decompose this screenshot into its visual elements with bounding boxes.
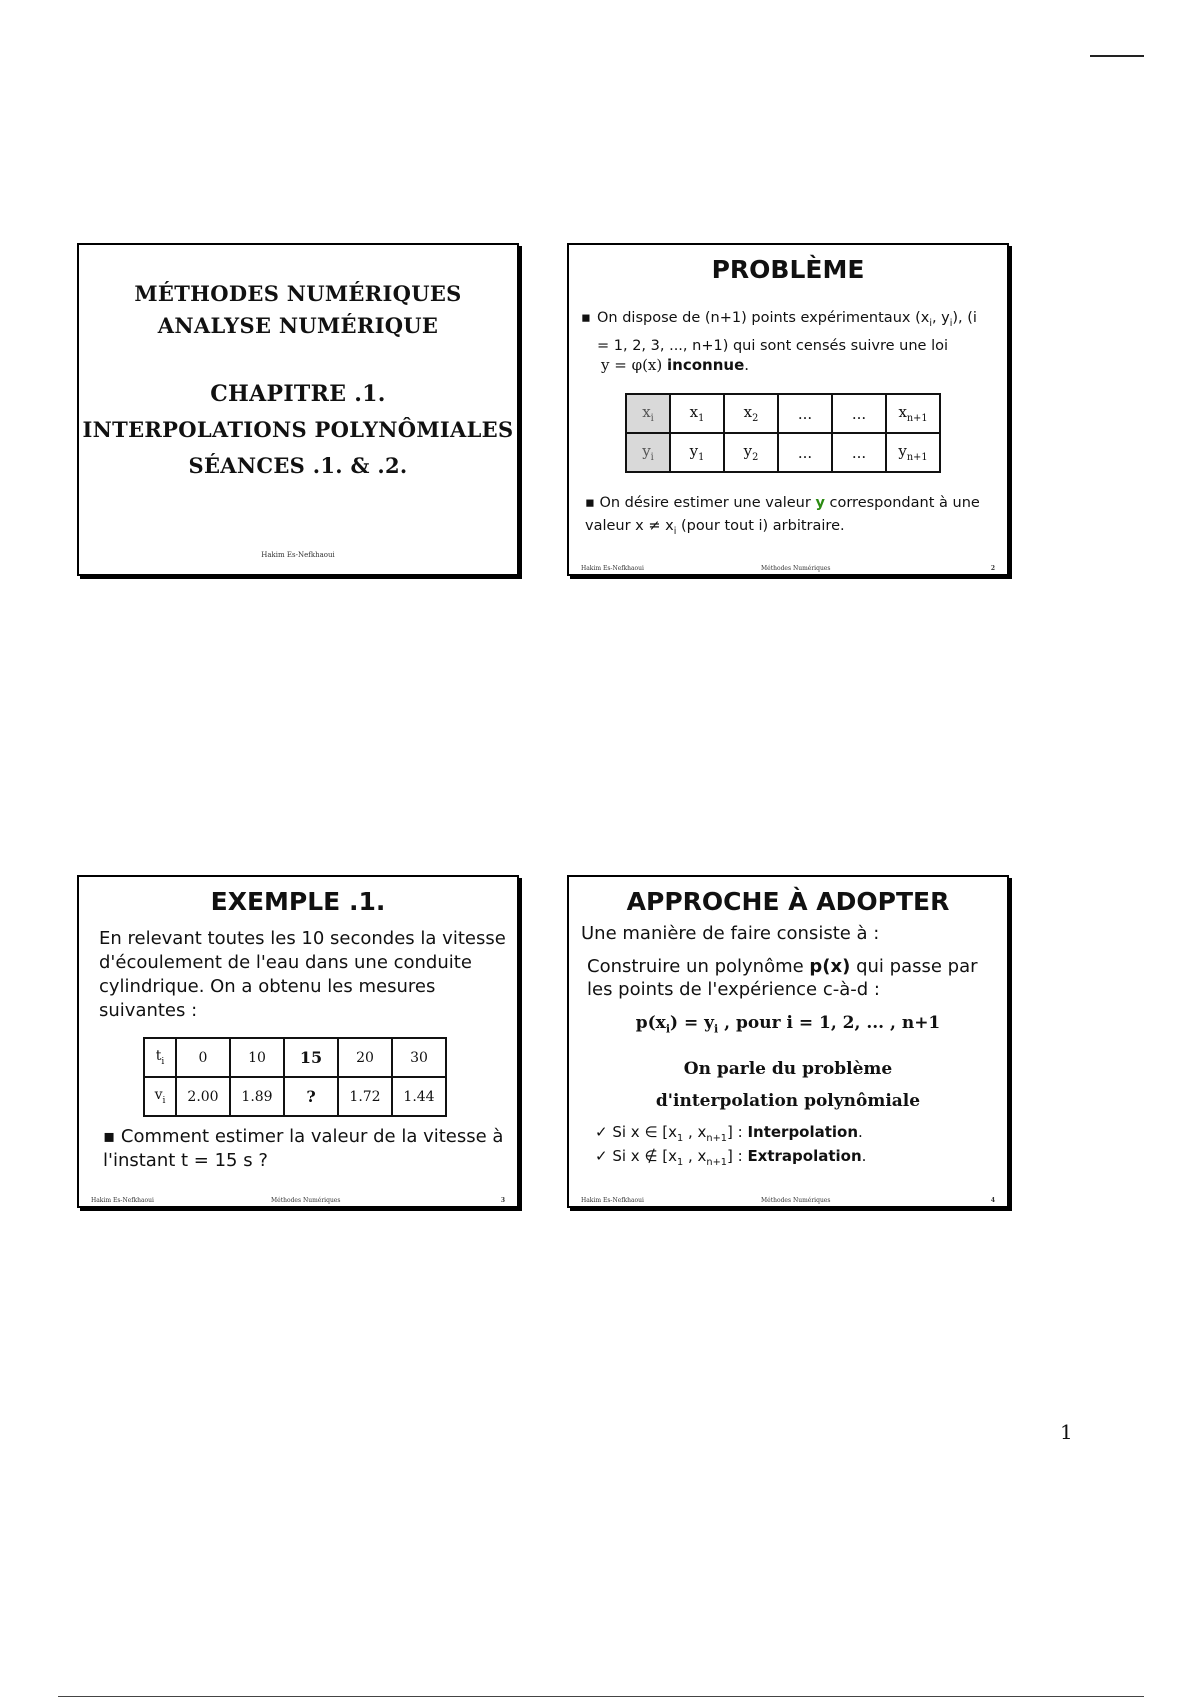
table-cell: ... xyxy=(778,394,832,433)
author-name: Hakim Es-Nefkhaoui xyxy=(261,551,335,559)
table-cell: $y_1$ xyxy=(670,433,724,472)
points-table xyxy=(625,393,941,473)
table-cell: $x_{n+1}$ xyxy=(886,394,940,433)
measurements-table xyxy=(143,1037,447,1117)
table-cell: 15 xyxy=(284,1038,338,1077)
table-cell: ? xyxy=(284,1077,338,1116)
top-rule xyxy=(1090,55,1144,57)
page-number: 1 xyxy=(1060,1420,1073,1444)
example-question: ▪ Comment estimer la valeur de la vitesse à l'instant t = 15 s ? xyxy=(103,1126,504,1171)
table-cell: 10 xyxy=(230,1038,284,1077)
table-cell: $y_i$ xyxy=(626,433,670,472)
table-row-t xyxy=(144,1038,446,1077)
bottom-rule xyxy=(58,1696,1144,1697)
chapter-title: INTERPOLATIONS POLYNÔMIALES xyxy=(82,417,514,442)
course-title: MÉTHODES NUMÉRIQUES xyxy=(134,281,462,306)
table-cell: 2.00 xyxy=(176,1077,230,1116)
table-cell: $x_2$ xyxy=(724,394,778,433)
table-cell: $t_i$ xyxy=(144,1038,176,1077)
table-cell: 30 xyxy=(392,1038,446,1077)
slide-2-probleme: PROBLÈME ▪ On dispose de (n+1) points expérimentaux ($x_i$, $y_i$), (i = 1, 2, 3, ..., n+1) qui sont censés suivre une loi y = φ(x) inconnue. $x_i$ $x_1$ $x_2$ ... ... $x_{n+1}$ $y_i$ $y_1$ $y_2$ ... ... $y_{n+1}$ ▪ On désire estimer une valeur y correspondant à une valeur $x \ne x_i$ (pour tout i) arbitraire. Hakim Es-Nefkhaoui Méthodes Numériques 2 xyxy=(567,243,1009,576)
table-cell: ... xyxy=(832,433,886,472)
table-cell: $v_i$ xyxy=(144,1077,176,1116)
table-cell: 20 xyxy=(338,1038,392,1077)
intro-text: Une manière de faire consiste à : xyxy=(581,923,880,944)
chapter-number: CHAPITRE .1. xyxy=(210,381,386,407)
slide-3-exemple: EXEMPLE .1. En relevant toutes les 10 secondes la vitesse d'écoulement de l'eau dans une conduite cylindrique. On a obtenu les mesures suivantes : $t_i$ 0 10 15 20 30 $v_i$ 2.00 1.89 ? 1.72 1.44 ▪ Comment estimer la valeur de la vitesse à l'instant t = 15 s ? Hakim Es-Nefkhaoui Méthodes Numériques 3 xyxy=(77,875,519,1208)
slide-title: APPROCHE À ADOPTER xyxy=(626,887,950,916)
bullet-points-experimentaux: ▪ On dispose de (n+1) points expérimentaux ($x_i$, $y_i$), (i = 1, 2, 3, ..., n+1) qui sont censés suivre une loi xyxy=(581,307,991,357)
table-cell: 0 xyxy=(176,1038,230,1077)
table-cell: 1.72 xyxy=(338,1077,392,1116)
slide-1-title xyxy=(77,243,519,576)
table-cell: 1.44 xyxy=(392,1077,446,1116)
interpolation-note: On parle du problème d'interpolation polynômiale xyxy=(655,1059,921,1111)
table-row-x xyxy=(626,394,940,433)
example-paragraph: En relevant toutes les 10 secondes la vitesse d'écoulement de l'eau dans une conduite cylindrique. On a obtenu les mesures suivantes : xyxy=(99,928,506,1021)
extrapolation-case: ✓ Si x ∉ [$x_1$ , $x_{n+1}$] : Extrapolation. xyxy=(595,1147,867,1168)
table-cell: $x_1$ xyxy=(670,394,724,433)
table-cell: 1.89 xyxy=(230,1077,284,1116)
table-cell: $y_2$ xyxy=(724,433,778,472)
slide-4-approche: APPROCHE À ADOPTER Une manière de faire consiste à : Construire un polynôme p(x) qui passe par les points de l'expérience c-à-d : $p(x_i) = y_i$ , pour i = 1, 2, ... , n+1 On parle du problème d'interpolation polynômiale ✓ Si x ∈ [$x_1$ , $x_{n+1}$] : Interpolation. ✓ Si x ∉ [$x_1$ , $x_{n+1}$] : Extrapolation. Hakim Es-Nefkhaoui Méthodes Numériques 4 xyxy=(567,875,1009,1208)
table-cell: ... xyxy=(832,394,886,433)
construct-text: Construire un polynôme p(x) qui passe par les points de l'expérience c-à-d : xyxy=(587,956,978,1000)
table-row-y xyxy=(626,433,940,472)
table-cell: $y_{n+1}$ xyxy=(886,433,940,472)
sessions-label: SÉANCES .1. & .2. xyxy=(188,453,408,478)
table-cell: $x_i$ xyxy=(626,394,670,433)
slide-title: PROBLÈME xyxy=(711,255,865,284)
interpolation-formula: $p(x_i) = y_i$ , pour i = 1, 2, ... , n+1 xyxy=(635,1013,941,1036)
equation-loi: y = φ(x) inconnue. xyxy=(601,356,750,374)
bullet-estimation: ▪ On désire estimer une valeur y correspondant à une valeur $x \ne x_i$ (pour tout i) arbitraire. xyxy=(585,495,980,537)
course-subtitle: ANALYSE NUMÉRIQUE xyxy=(157,313,439,338)
interpolation-case: ✓ Si x ∈ [$x_1$ , $x_{n+1}$] : Interpolation. xyxy=(595,1123,863,1144)
bullet-icon: ▪ xyxy=(581,310,591,326)
table-row-v xyxy=(144,1077,446,1116)
slide-title: EXEMPLE .1. xyxy=(210,887,386,916)
table-cell: ... xyxy=(778,433,832,472)
